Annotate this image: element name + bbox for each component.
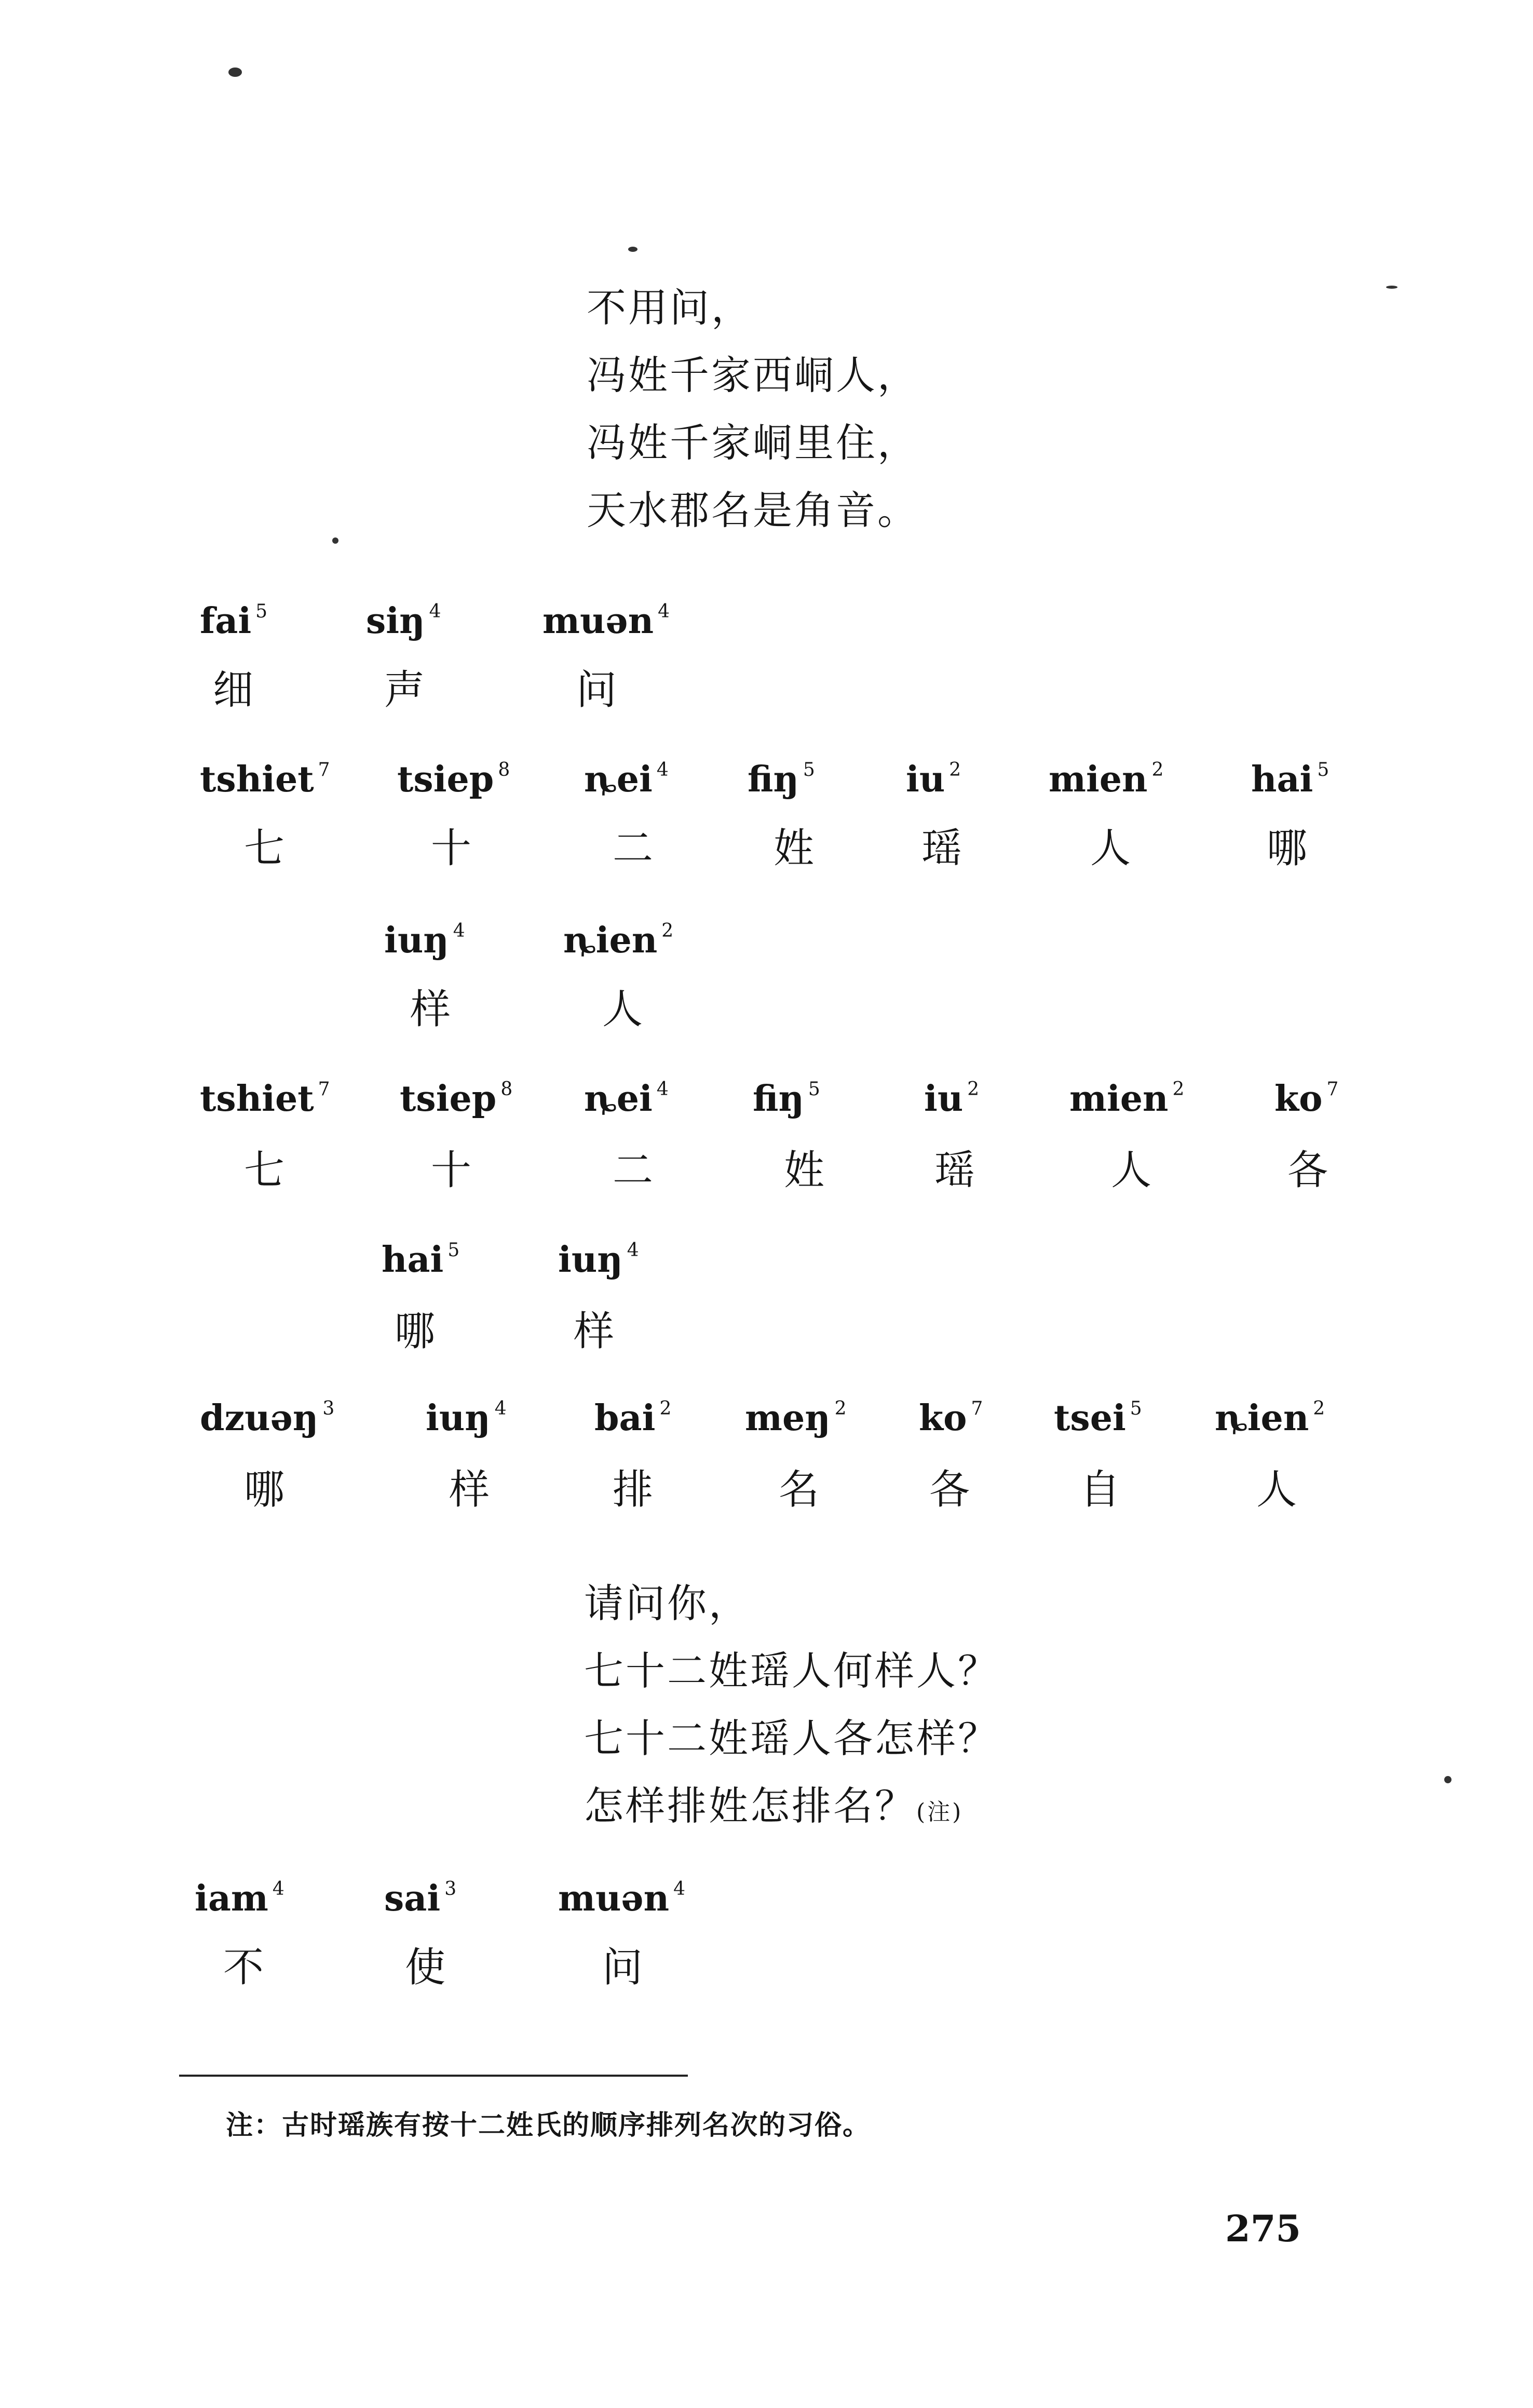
romanization: iu $^2$ bbox=[924, 1078, 980, 1120]
gloss-char: 哪 bbox=[395, 1308, 436, 1355]
romanization: siŋ $^4$ bbox=[366, 600, 441, 642]
romanization: fiŋ $^5$ bbox=[753, 1078, 820, 1120]
verse-2-line-1: 请问你， bbox=[584, 1580, 750, 1626]
romanization: mien $^2$ bbox=[1049, 759, 1164, 800]
scan-speck bbox=[628, 247, 637, 252]
gloss-char: 细 bbox=[213, 667, 254, 714]
gloss-char: 各 bbox=[929, 1467, 970, 1513]
gloss-char: 哪 bbox=[1267, 825, 1308, 872]
romanization: ȵien $^2$ bbox=[1215, 1397, 1325, 1439]
romanization: muən $^4$ bbox=[542, 600, 670, 642]
romanization: iuŋ $^4$ bbox=[426, 1397, 507, 1439]
verse-1-line-4: 天水郡名是角音。 bbox=[587, 487, 919, 533]
gloss-char: 样 bbox=[574, 1308, 615, 1355]
romanization: tsiep $^8$ bbox=[400, 1078, 513, 1120]
romanization: iam $^4$ bbox=[195, 1878, 284, 1919]
romanization: tshiet $^7$ bbox=[200, 759, 330, 800]
gloss-char: 样 bbox=[410, 986, 451, 1033]
romanization: iuŋ $^4$ bbox=[384, 920, 465, 961]
verse-2-line-3: 七十二姓瑶人各怎样？ bbox=[584, 1715, 999, 1761]
gloss-char: 不 bbox=[223, 1944, 264, 1991]
gloss-char: 七 bbox=[244, 1147, 285, 1194]
gloss-char: 排 bbox=[613, 1467, 654, 1513]
gloss-char: 使 bbox=[405, 1944, 446, 1991]
verse-1-line-3: 冯姓千家峒里住， bbox=[587, 420, 919, 466]
verse-1-line-2: 冯姓千家西峒人， bbox=[587, 352, 919, 398]
gloss-char: 七 bbox=[244, 825, 285, 872]
gloss-char: 人 bbox=[1111, 1147, 1152, 1194]
verse-2-line-4: 怎样排姓怎排名？(注) bbox=[584, 1783, 964, 1829]
footnote-mark: (注) bbox=[916, 1799, 964, 1825]
romanization: fai $^5$ bbox=[200, 600, 268, 642]
romanization: sai $^3$ bbox=[384, 1878, 457, 1919]
gloss-char: 二 bbox=[613, 1147, 654, 1194]
gloss-char: 人 bbox=[1090, 825, 1131, 872]
gloss-char: 声 bbox=[384, 667, 425, 714]
romanization: tsei $^5$ bbox=[1054, 1397, 1142, 1439]
romanization: hai $^5$ bbox=[382, 1239, 460, 1281]
gloss-char: 姓 bbox=[784, 1147, 825, 1194]
gloss-char: 自 bbox=[1080, 1467, 1121, 1513]
gloss-char: 十 bbox=[431, 825, 472, 872]
romanization: ȵei $^4$ bbox=[584, 1078, 669, 1120]
gloss-char: 各 bbox=[1287, 1147, 1328, 1194]
gloss-char: 姓 bbox=[774, 825, 815, 872]
romanization: hai $^5$ bbox=[1251, 759, 1329, 800]
footnote: 注：古时瑶族有按十二姓氏的顺序排列名次的习俗。 bbox=[226, 2109, 871, 2141]
gloss-char: 人 bbox=[602, 986, 643, 1033]
page-number: 275 bbox=[1225, 2207, 1301, 2250]
verse-1-line-1: 不用问， bbox=[587, 285, 753, 331]
gloss-char: 样 bbox=[449, 1467, 490, 1513]
romanization: ȵien $^2$ bbox=[563, 920, 674, 961]
romanization: bai $^2$ bbox=[594, 1397, 672, 1439]
gloss-char: 名 bbox=[779, 1467, 820, 1513]
romanization: dzuəŋ $^3$ bbox=[200, 1397, 335, 1439]
romanization: ȵei $^4$ bbox=[584, 759, 669, 800]
gloss-char: 瑶 bbox=[921, 825, 962, 872]
romanization: tshiet $^7$ bbox=[200, 1078, 330, 1120]
romanization: muən $^4$ bbox=[558, 1878, 685, 1919]
gloss-char: 二 bbox=[613, 825, 654, 872]
romanization: ko $^7$ bbox=[919, 1397, 983, 1439]
gloss-char: 问 bbox=[576, 667, 617, 714]
romanization: iu $^2$ bbox=[906, 759, 961, 800]
romanization: iuŋ $^4$ bbox=[558, 1239, 639, 1281]
scan-speck bbox=[332, 537, 338, 544]
romanization: tsiep $^8$ bbox=[397, 759, 510, 800]
scan-speck bbox=[1444, 1776, 1451, 1783]
romanization: fiŋ $^5$ bbox=[748, 759, 815, 800]
gloss-char: 瑶 bbox=[934, 1147, 975, 1194]
romanization: meŋ $^2$ bbox=[745, 1397, 847, 1439]
romanization: ko $^7$ bbox=[1274, 1078, 1339, 1120]
gloss-char: 十 bbox=[431, 1147, 472, 1194]
footnote-rule bbox=[179, 2075, 688, 2077]
scan-speck bbox=[1386, 286, 1398, 289]
verse-2-line-2: 七十二姓瑶人何样人？ bbox=[584, 1648, 999, 1694]
gloss-char: 问 bbox=[602, 1944, 643, 1991]
scan-speck bbox=[228, 68, 242, 77]
gloss-char: 人 bbox=[1256, 1467, 1297, 1513]
gloss-char: 哪 bbox=[244, 1467, 285, 1513]
romanization: mien $^2$ bbox=[1069, 1078, 1185, 1120]
